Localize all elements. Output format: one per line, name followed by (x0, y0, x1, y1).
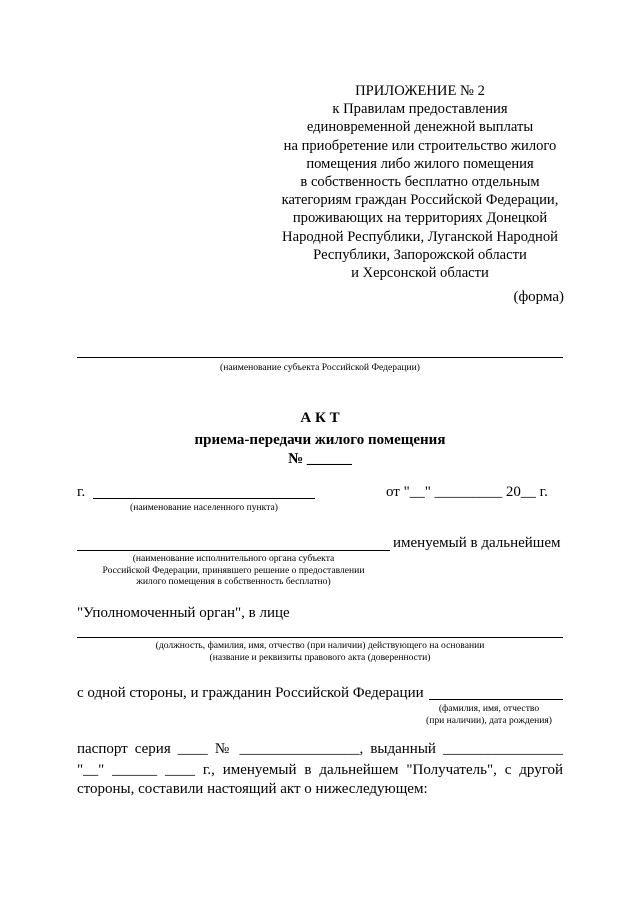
representative-caption-line: (название и реквизиты правового акта (доверенности) (209, 651, 431, 663)
city-caption: (наименование населенного пункта) (130, 502, 278, 513)
appendix-line: Народной Республики, Луганской Народной (282, 228, 558, 245)
representative-caption (77, 640, 563, 663)
appendix-line: единовременной денежной выплаты (306, 119, 534, 136)
appendix-header (265, 82, 575, 282)
passport-line-3: стороны, составили настоящий акт о нижеследующем: (77, 781, 428, 797)
citizen-caption-line: (фамилия, имя, отчество (438, 703, 540, 714)
authority-caption-line: (наименование исполнительного органа субъекта (132, 553, 335, 564)
citizen-field-line (429, 699, 563, 700)
appendix-line: и Херсонской области (351, 265, 489, 282)
act-date: от "__" _________ 20__ г. (386, 484, 548, 500)
authority-caption-line: Российской Федерации, принявшего решение о предоставлении (102, 564, 365, 576)
appendix-line: к Правилам предоставления (332, 101, 508, 118)
passport-line-1: паспорт серия ____ № ________________, выданный ________________ (77, 741, 563, 757)
act-number: № ______ (288, 451, 352, 467)
authority-represented: "Уполномоченный орган", в лице (77, 605, 290, 621)
authority-suffix: именуемый в дальнейшем (393, 535, 561, 551)
citizen-caption-line: (при наличии), дата рождения) (426, 714, 552, 726)
appendix-line: в собственность бесплатно отдельным (300, 174, 540, 191)
passport-line-2: "__" ______ ____ г., именуемый в дальнейшем "Получатель", с другой (77, 762, 563, 778)
appendix-line: на приобретение или строительство жилого (283, 137, 557, 154)
authority-field-line (77, 550, 390, 551)
appendix-line: Республики, Запорожской области (313, 246, 527, 263)
appendix-line: помещения либо жилого помещения (306, 155, 534, 172)
authority-caption-line: жилого помещения в собственность бесплатно) (136, 576, 331, 587)
act-subtitle: приема-передачи жилого помещения (194, 432, 446, 448)
representative-field-line (77, 637, 563, 638)
act-title: А К Т (300, 410, 340, 426)
authority-caption (77, 553, 390, 588)
city-field-line (93, 498, 315, 499)
citizen-text: с одной стороны, и гражданин Российской Федерации (77, 685, 424, 701)
appendix-line: категориям граждан Российской Федерации, (281, 192, 559, 209)
city-prefix: г. (77, 484, 86, 500)
form-label: (форма) (513, 289, 564, 305)
appendix-title: ПРИЛОЖЕНИЕ № 2 (355, 83, 485, 99)
representative-caption-line: (должность, фамилия, имя, отчество (при наличии) действующего на основании (155, 640, 485, 651)
subject-field-line (77, 357, 563, 358)
subject-caption: (наименование субъекта Российской Федерации) (220, 362, 420, 373)
citizen-caption (415, 703, 563, 726)
appendix-line: проживающих на территориях Донецкой (292, 210, 548, 227)
